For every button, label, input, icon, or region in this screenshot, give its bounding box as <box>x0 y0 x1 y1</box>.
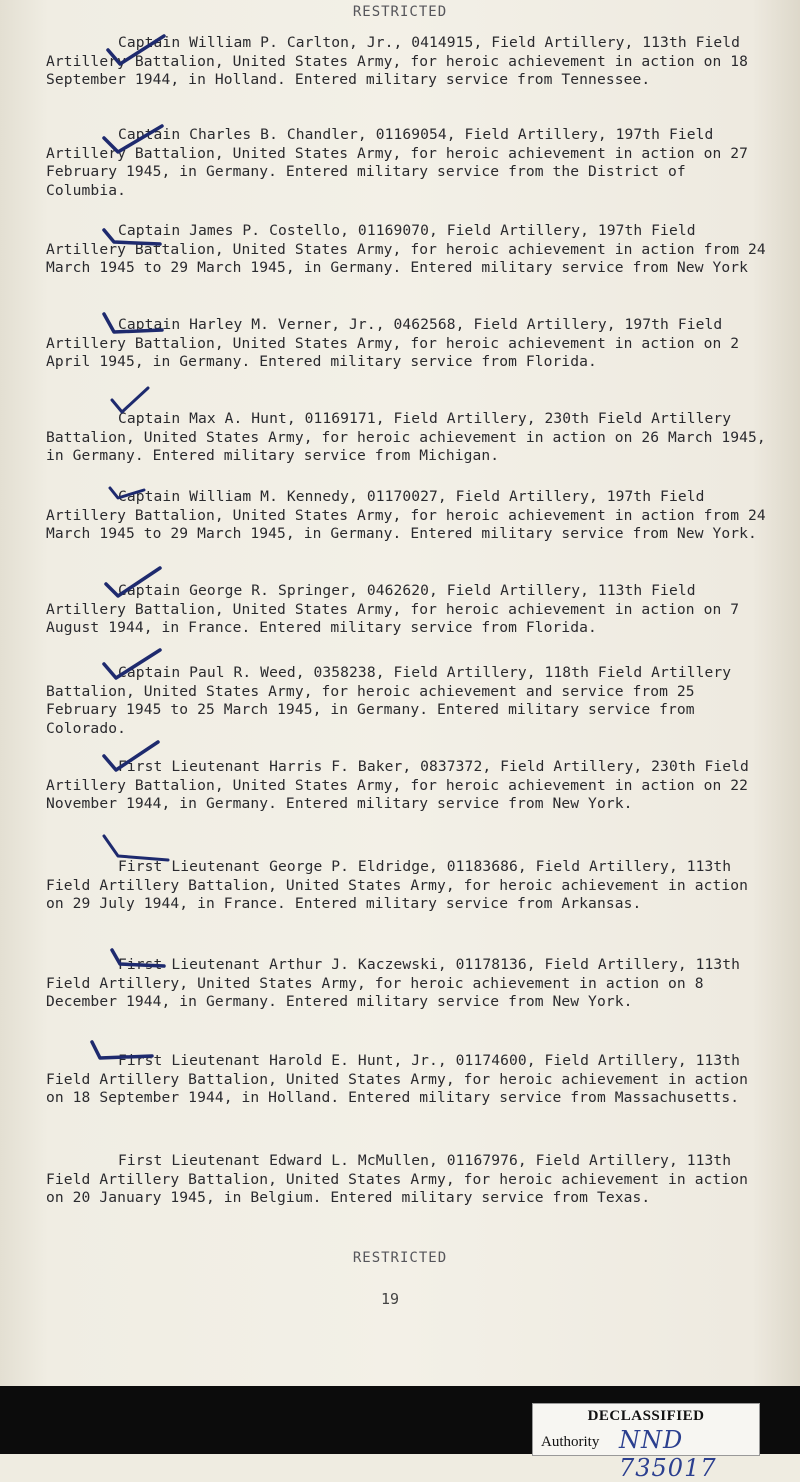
citation-text: Captain George R. Springer, 0462620, Field Artillery, 113th Field Artillery Battalion, United States Army, for heroic achievement in action on 7 August 1944, in France. Entered military service from Florida. <box>46 582 740 636</box>
handwritten-check-icon <box>108 942 188 976</box>
handwritten-check-icon <box>102 566 182 600</box>
stamp-authority-label: Authority <box>541 1434 600 1450</box>
citation-entry <box>46 858 766 914</box>
classification-header: RESTRICTED <box>352 4 448 20</box>
handwritten-check-icon <box>88 1034 168 1068</box>
citation-text: Captain Paul R. Weed, 0358238, Field Artillery, 118th Field Artillery Battalion, United States Army, for heroic achievement and service from 25 February 1945 to 25 March 1945, in Germany. Entered military service from Colorado. <box>46 664 732 737</box>
citation-entry <box>46 1152 766 1208</box>
handwritten-check-icon <box>104 478 184 512</box>
handwritten-check-icon <box>104 34 184 68</box>
citation-text: Captain William P. Carlton, Jr., 0414915, Field Artillery, 113th Field Artillery Battalion, United States Army, for heroic achievement in action on 18 September 1944, in Holland. Entered military service from Tennessee. <box>46 34 749 88</box>
stamp-authority-value: NND 735017 <box>619 1426 717 1482</box>
citation-text: First Lieutenant Harold E. Hunt, Jr., 01174600, Field Artillery, 113th Field Artillery Battalion, United States Army, for heroic achievement in action on 18 September 1944, in Holland. Entered military service from Massachusetts. <box>46 1052 749 1106</box>
citation-text: Captain William M. Kennedy, 01170027, Field Artillery, 197th Field Artillery Battalion, United States Army, for heroic achievement in action from 24 March 1945 to 29 March 1945, in Germany. Entered military service from New York. <box>46 488 766 542</box>
stamp-title: DECLASSIFIED <box>587 1408 705 1424</box>
citation-text: Captain Harley M. Verner, Jr., 0462568, Field Artillery, 197th Field Artillery Battalion, United States Army, for heroic achievement in action on 2 April 1945, in Germany. Entered military service from Florida. <box>46 316 740 370</box>
citation-text: First Lieutenant Harris F. Baker, 0837372, Field Artillery, 230th Field Artillery Battalion, United States Army, for heroic achievement in action on 22 November 1944, in Germany. Entered military service from New York. <box>46 758 749 812</box>
citation-text: Captain James P. Costello, 01169070, Field Artillery, 197th Field Artillery Battalion, United States Army, for heroic achievement in action from 24 March 1945 to 29 March 1945, in Germany. Entered military service from New York <box>46 222 766 276</box>
declassified-stamp <box>532 1403 760 1482</box>
page-number: 19 <box>380 1290 400 1308</box>
handwritten-check-icon <box>100 832 180 866</box>
handwritten-check-icon <box>108 386 188 420</box>
citation-text: First Lieutenant Arthur J. Kaczewski, 01178136, Field Artillery, 113th Field Artillery, United States Army, for heroic achievement in action on 8 December 1944, in Germany. Entered military service from New York. <box>46 956 741 1010</box>
citation-text: First Lieutenant Edward L. McMullen, 01167976, Field Artillery, 113th Field Artillery Battalion, United States Army, for heroic achievement in action on 20 January 1945, in Belgium. Entered military service from Texas. <box>46 1152 749 1206</box>
handwritten-check-icon <box>100 648 180 682</box>
handwritten-check-icon <box>100 220 180 254</box>
handwritten-check-icon <box>100 308 180 342</box>
citation-text: First Lieutenant George P. Eldridge, 01183686, Field Artillery, 113th Field Artillery Battalion, United States Army, for heroic achievement in action on 29 July 1944, in France. Entered military service from Arkansas. <box>46 858 749 912</box>
citation-text: Captain Charles B. Chandler, 01169054, Field Artillery, 197th Field Artillery Battalion, United States Army, for heroic achievement in action on 27 February 1945, in Germany. Entered military service from the District of Columbia. <box>46 126 749 199</box>
classification-footer: RESTRICTED <box>352 1250 448 1266</box>
handwritten-check-icon <box>100 124 180 158</box>
handwritten-check-icon <box>100 740 180 774</box>
citation-text: Captain Max A. Hunt, 01169171, Field Artillery, 230th Field Artillery Battalion, United States Army, for heroic achievement in action on 26 March 1945, in Germany. Entered military service from Michigan. <box>46 410 766 464</box>
